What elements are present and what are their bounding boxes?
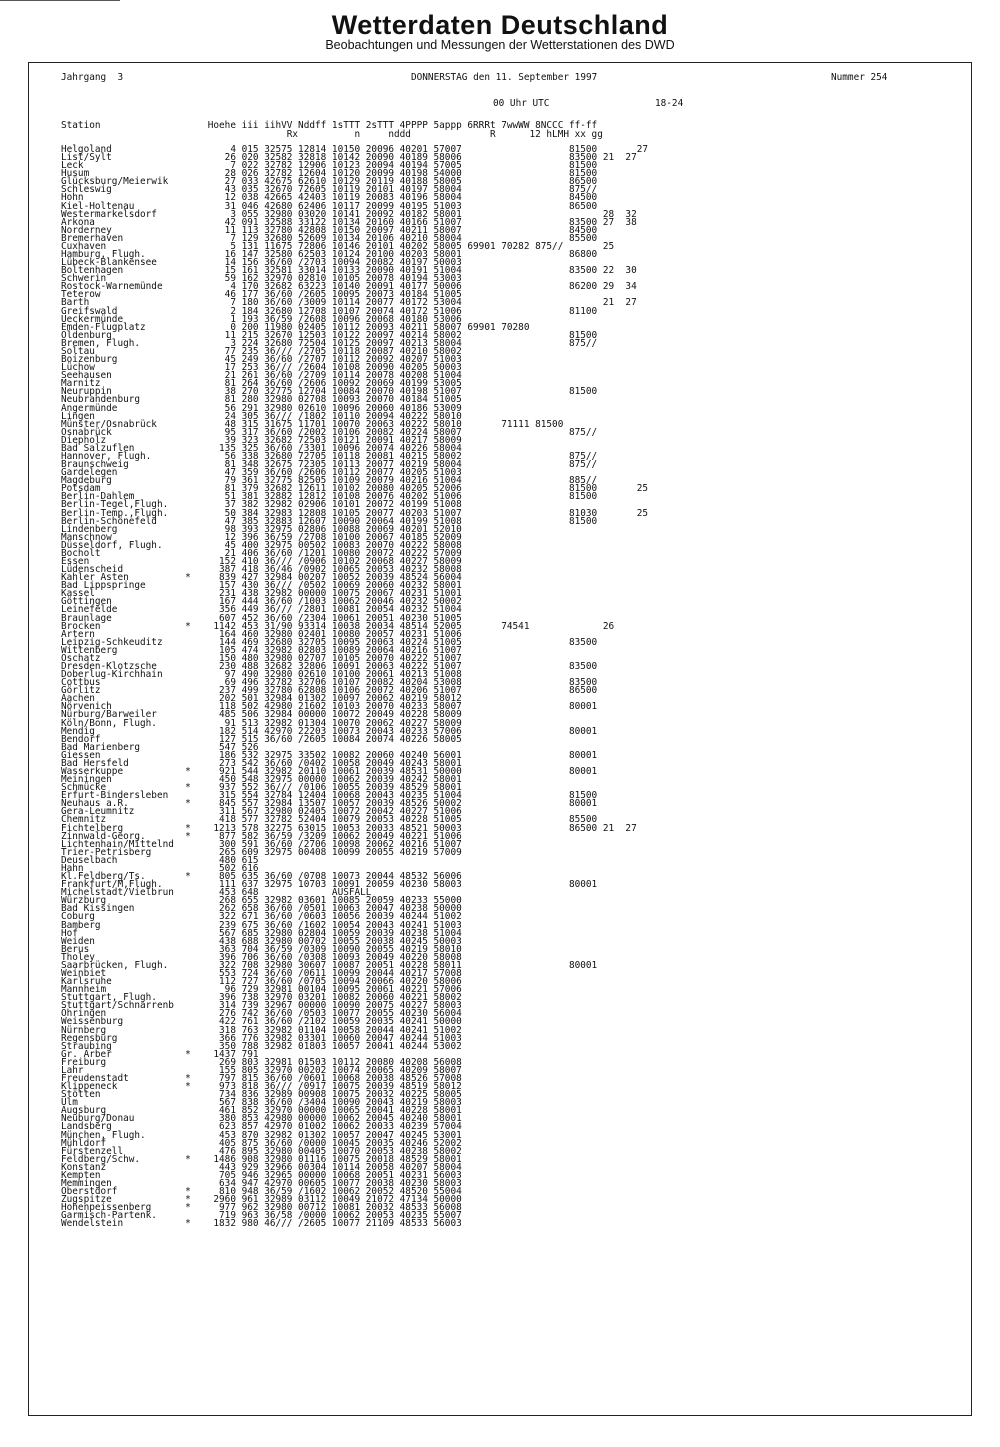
station-row: Neuruppin 38 270 32775 12704 10084 20070 40198 51007 81500	[61, 386, 598, 398]
station-row: Gardelegen 47 359 36/60 /2606 10112 20077 40205 51003	[61, 467, 462, 479]
station-row: Bad Marienberg 547 526	[61, 741, 259, 753]
station-row: Mendig 182 514 42970 22203 10073 20043 40233 57006 80001	[61, 725, 598, 737]
station-row: Boltenhagen 15 161 32581 33014 10133 20090 40191 51004 83500 22 30	[61, 265, 637, 277]
station-row: Karlsruhe 112 727 36/60 /0705 10094 20066 40220 58006	[61, 976, 462, 988]
station-row: Lübeck-Blankensee 14 156 36/60 /2703 10094 20082 40197 50003	[61, 257, 462, 269]
station-row: Regensburg 366 776 32982 03301 10060 20047 40244 51003	[61, 1032, 462, 1044]
station-row: Arkona 42 091 32588 33122 10134 20160 40166 51007 83500 27 38	[61, 216, 637, 228]
station-row: Cuxhaven 5 131 11675 72806 10146 20101 40202 58005 69901 70282 875// 25	[61, 240, 615, 252]
station-row: Manschnow 12 396 36/59 /2708 10100 20067 40185 52009	[61, 531, 462, 543]
station-row: Boizenburg 45 249 36/60 /2707 10112 20092 40207 51003	[61, 354, 462, 366]
station-row: Straubing 350 788 32982 01803 10057 20041 40244 53002	[61, 1040, 462, 1052]
station-row: Zugspitze * 2960 961 32989 03112 10049 21072 47134 50000	[61, 1194, 462, 1206]
period-range-label: 18-24	[655, 98, 684, 109]
station-row: Kempten 705 946 32965 00000 10068 20051 40231 56003	[61, 1169, 462, 1181]
station-row: Doberlug-Kirchhain 97 490 32980 02610 10100 20061 40213 51008	[61, 669, 462, 681]
station-row: Kiel-Holtenau 31 046 42680 62406 10117 20099 40195 51003 86500	[61, 200, 598, 212]
station-row: Wittenberg 105 474 32982 02803 10089 20064 40216 51007	[61, 644, 462, 656]
station-row: Lichtenhain/Mittelnd 300 591 36/60 /2706 10098 20062 40216 51007	[61, 838, 462, 850]
station-row: Düsseldorf, Flugh. 45 400 32975 00502 10083 20070 40222 58008	[61, 539, 462, 551]
station-row: Göttingen 167 444 36/60 /1003 10062 20046 40232 50002	[61, 596, 462, 608]
station-row: Hannover, Flugh. 56 338 32680 72705 10118 20081 40215 58002 875//	[61, 450, 598, 462]
station-row: Zinnwald-Georg. * 877 582 36/59 /3209 10062 20049 40221 51006	[61, 830, 462, 842]
station-row: Stuttgart, Flugh. 396 738 32970 03201 10082 20060 40221 58002	[61, 992, 462, 1004]
station-row: Teterow 46 177 36/60 /2605 10095 20073 40184 51005	[61, 289, 462, 301]
station-row: Neuburg/Donau 380 853 42980 00000 10062 20045 40240 58001	[61, 1113, 462, 1125]
station-row: Öhringen 276 742 36/60 /0503 10077 20055 40230 56004	[61, 1008, 462, 1020]
station-row: Lingen 24 305 36/// /1802 10110 20094 40222 58010	[61, 410, 462, 422]
station-row: Westermarkelsdorf 3 055 32980 03020 10141 20092 40182 58001 28 32	[61, 208, 637, 220]
station-row: Lahr 155 805 32970 00202 10074 20065 40209 58007	[61, 1064, 462, 1076]
station-row: Glücksburg/Meierwik 27 033 42675 62610 10129 20119 40188 58005 86500	[61, 176, 598, 188]
column-subheaders: Rx n nddd R 12 hLMH xx gg	[61, 129, 603, 140]
station-row: Erfurt-Bindersleben 315 554 32784 12404 10068 20043 40235 51004 81500	[61, 790, 598, 802]
station-row: Hamburg, Flugh. 16 147 32580 62503 10124 20100 40203 58001 86800	[61, 249, 598, 261]
station-row: Lindenberg 98 393 32975 02806 10088 20069 40201 52010	[61, 523, 462, 535]
station-row: Nürnberg 318 763 32982 01104 10058 20044 40241 51002	[61, 1024, 462, 1036]
station-row: Berlin-Schönefeld 47 385 32883 12607 10090 20064 40199 51008 81500	[61, 515, 598, 527]
station-row: Kahler Asten * 839 427 32984 00207 10052 20039 48524 56004	[61, 572, 462, 584]
station-row: Hohenpeissenberg * 977 962 32980 00712 10081 20032 48533 56008	[61, 1202, 462, 1214]
station-row: Coburg 322 671 36/60 /0603 10056 20039 40244 51002	[61, 911, 462, 923]
station-row: Trier-Petrisberg 265 609 32975 00408 10099 20055 40219 57009	[61, 846, 462, 858]
station-row: Kassel 231 438 32982 00000 10075 20067 40231 51001	[61, 588, 462, 600]
column-headers: Station Hoehe iii iihVV Nddff 1sTTT 2sTTT 4PPPP 5appp 6RRRt 7wwWW 8NCCC ff-ff	[61, 120, 598, 131]
station-row: Freudenstadt * 797 815 36/60 /0601 10068 20038 48526 57008	[61, 1072, 462, 1084]
station-row: Konstanz 443 929 32966 00304 10114 20058 40207 58004	[61, 1161, 462, 1173]
station-row: Weinbiet 553 724 36/60 /0611 10099 20044 40217 57008	[61, 967, 462, 979]
station-row: Garmisch-Partenk. 719 963 36/58 /0000 10062 20053 40235 55007	[61, 1210, 462, 1222]
station-row: Bamberg 239 675 36/60 /1602 10054 20043 40241 51003	[61, 919, 462, 931]
station-row: Ulm 567 838 36/60 /3404 10090 20043 40219 58003	[61, 1097, 462, 1109]
station-row: Meiningen 450 548 32975 00000 10062 20039 40242 58001	[61, 774, 462, 786]
station-row: Görlitz 237 499 32780 62808 10106 20072 40206 51007 86500	[61, 685, 598, 697]
station-row: Schleswig 43 035 32670 72605 10119 20101 40197 58004 875//	[61, 184, 598, 196]
station-row: Ueckermünde 1 193 36/59 /2608 10096 20068 40180 53006	[61, 313, 462, 325]
station-row: Hahn 502 616	[61, 862, 259, 874]
station-row: Michelstadt/Vielbrun 453 648 AUSFALL	[61, 887, 372, 899]
station-row: Leinefelde 356 449 36/// /2801 10081 20054 40232 51004	[61, 604, 462, 616]
station-row: Diepholz 39 323 32682 72503 10121 20091 40217 58009	[61, 434, 462, 446]
page-title: Wetterdaten Deutschland	[331, 10, 669, 40]
station-row: Augsburg 461 852 32970 00000 10065 20041 40228 58001	[61, 1105, 462, 1117]
station-row: Leipzig-Schkeuditz 144 469 32680 32705 10095 20063 40224 51005 83500	[61, 636, 598, 648]
station-row: Essen 152 410 36/// /0906 10102 20068 40227 58009	[61, 555, 462, 567]
station-row: Stötten 734 836 32989 00908 10075 20032 40225 58005	[61, 1089, 462, 1101]
jahrgang-label: Jahrgang 3	[61, 72, 124, 83]
station-row: Schmücke * 937 552 36/// /0106 10055 20039 48529 58001	[61, 782, 462, 794]
station-row: Brocken * 1142 453 31/90 93314 10038 20034 48514 52005 74541 26	[61, 620, 615, 632]
station-row: Neuhaus a.R. * 845 557 32984 13507 10057 20039 48526 50002 80001	[61, 798, 598, 810]
station-row: Berlin-Tegel,Flugh. 37 382 32982 02906 10101 20072 40199 51008	[61, 499, 462, 511]
station-row: Würzburg 268 655 32982 03601 10085 20059 40233 55000	[61, 895, 462, 907]
station-row: Artern 164 460 32980 02401 10080 20057 40231 51006	[61, 628, 462, 640]
station-row: Bad Kissingen 262 658 36/60 /0501 10063 20047 40238 50000	[61, 903, 462, 915]
station-row: München, Flugh. 453 870 32982 01302 10057 20047 40245 53001	[61, 1129, 462, 1141]
station-row: Fürstenzell 476 895 32980 00405 10070 20053 40238 58002	[61, 1145, 462, 1157]
station-row: Magdeburg 79 361 32775 82505 10109 20079 40216 51004 885//	[61, 475, 598, 487]
station-row: Oschatz 150 480 32980 02707 10105 20070 40222 51007	[61, 652, 462, 664]
page-subtitle: Beobachtungen und Messungen der Wetterstationen des DWD	[325, 38, 675, 52]
station-row: Berlin-Temp.,Flugh. 50 384 32983 12808 10105 20077 40203 51007 81030 25	[61, 507, 648, 519]
station-row: Norderney 11 113 32780 42808 10150 20097 40211 58007 84500	[61, 224, 598, 236]
station-row: Chemnitz 418 577 32782 52404 10079 20053 40228 51005 85500	[61, 814, 598, 826]
station-row: Fichtelberg * 1213 578 32275 63015 10053 20033 48521 50003 86500 21 27	[61, 822, 637, 834]
station-row: Angermünde 56 291 32980 02610 10096 20060 40186 53009	[61, 402, 462, 414]
station-row: Bad Lippspringe 157 430 36/// /0502 10069 20060 40232 58001	[61, 580, 462, 592]
station-row: Berus 363 704 36/59 /0309 10090 20055 40219 58010	[61, 943, 462, 955]
date-label: DONNERSTAG den 11. September 1997	[411, 72, 598, 83]
station-row: Lüdenscheid 387 418 36/46 /0902 10065 20053 40232 58008	[61, 564, 462, 576]
station-row: Braunschweig 81 348 32675 72305 10113 20077 40219 58004 875//	[61, 459, 598, 471]
station-row: Berlin-Dahlem 51 381 32882 12812 10108 20076 40202 51006 81500	[61, 491, 598, 503]
station-row: Bad Hersfeld 273 542 36/60 /0402 10058 20049 40243 58001	[61, 757, 462, 769]
station-row: Kl.Feldberg/Ts. * 805 635 36/60 /0708 10073 20044 48532 56006	[61, 871, 462, 883]
station-row: Greifswald 2 184 32680 12708 10107 20074 40172 51006 81100	[61, 305, 598, 317]
station-row: Stuttgart/Schnarrenb 314 739 32967 00000 10090 20075 40227 58003	[61, 1000, 462, 1012]
station-row: Hohn 12 038 42665 42403 10119 20083 40196 58004 84500	[61, 192, 598, 204]
station-row: Memmingen 634 947 42970 00605 10077 20038 40230 58003	[61, 1178, 462, 1189]
station-row: Bocholt 21 406 36/60 /1201 10080 20072 40222 57009	[61, 547, 462, 559]
station-row: Münster/Osnabrück 48 315 31675 11701 10070 20063 40222 58010 71111 81500	[61, 418, 564, 430]
station-row: Wendelstein * 1832 980 46/// /2605 10077 21109 48533 56003	[61, 1218, 462, 1230]
station-row: Lüchow 17 253 36/// /2604 10108 20090 40205 50003	[61, 362, 462, 374]
station-row: Feldberg/Schw. * 1486 908 32980 01116 10075 20018 48529 58001	[61, 1153, 462, 1165]
station-row: Aachen 202 501 32984 01302 10097 20062 40219 58012	[61, 693, 462, 705]
station-row: Giessen 186 532 32975 33502 10082 20060 40240 56001 80001	[61, 749, 598, 761]
station-row: Freiburg 269 803 32981 01503 10112 20080 40208 56008	[61, 1056, 462, 1068]
station-row: Gera-Leumnitz 311 567 32980 02405 10072 20042 40227 51006	[61, 806, 462, 818]
station-row: Marnitz 81 264 36/60 /2606 10092 20069 40199 53005	[61, 378, 462, 390]
station-row: Mannheim 96 729 32981 00104 10095 20061 40221 57006	[61, 984, 462, 996]
station-row: Barth 7 180 36/60 /3009 10114 20077 40172 53004 21 27	[61, 297, 637, 309]
station-row: Köln/Bonn, Flugh. 91 513 32982 01304 10070 20062 40227 58009	[61, 717, 462, 729]
station-row: Husum 28 026 32782 12604 10120 20099 40198 54000 81500	[61, 168, 598, 180]
station-row: Helgoland 4 015 32575 12814 10150 20096 40201 57007 81500 27	[61, 144, 648, 155]
station-row: Wasserkuppe * 921 544 32982 20110 10061 20039 48531 50000 80001	[61, 766, 598, 778]
station-row: Bremerhaven 7 129 32680 52609 10134 20106 40210 58004 85500	[61, 232, 598, 244]
observation-time-label: 00 Uhr UTC	[493, 98, 550, 109]
station-row: Deuselbach 480 615	[61, 854, 259, 866]
station-row: Hof 567 685 32980 02804 10059 20039 40238 51004	[61, 927, 462, 939]
station-row: Schwerin 59 162 32970 02810 10105 20078 40194 53003	[61, 273, 462, 285]
station-row: Saarbrücken, Flugh. 322 708 32980 30607 10087 20051 40228 58011 80001	[61, 959, 598, 971]
scan-artifact-line	[0, 0, 120, 1]
station-row: List/Sylt 26 020 32582 32818 10142 20090 40189 58006 83500 21 27	[61, 152, 637, 164]
station-row: Leck 7 022 32782 12906 10123 20094 40194 57005 81500	[61, 160, 598, 172]
station-row: Nörvenich 118 502 42980 21602 10103 20070 40233 58007 80001	[61, 701, 598, 713]
station-row: Frankfurt/M,Flugh. 111 637 32975 10703 10091 20059 40230 58003 80001	[61, 879, 598, 891]
station-row: Osnabrück 95 317 36/60 /2002 10106 20082 40224 58007 875//	[61, 426, 598, 438]
station-row: Bendorf 127 515 36/60 /2605 10084 20074 40226 58005	[61, 733, 462, 745]
station-row: Gr. Arber * 1437 791	[61, 1048, 259, 1060]
station-row: Seehausen 21 261 36/60 /2709 10114 20078 40208 51004	[61, 370, 462, 382]
station-row: Rostock-Warnemünde 4 170 32682 63223 10140 20091 40177 50006 86200 29 34	[61, 281, 637, 293]
station-row: Nürburg/Barweiler 485 506 32984 00000 10072 20049 40228 58009	[61, 709, 462, 721]
station-row: Klippeneck * 973 818 36/// /0917 10075 20039 48519 58012	[61, 1081, 462, 1093]
station-row: Weiden 438 688 32980 00702 10055 20038 40245 50003	[61, 935, 462, 947]
station-row: Bremen, Flugh. 3 224 32680 72504 10125 20097 40213 58004 875//	[61, 337, 598, 349]
station-row: Landsberg 623 857 42970 01002 10062 20033 40239 57004	[61, 1121, 462, 1133]
station-row: Braunlage 607 452 36/60 /2304 10061 20051 40230 51005	[61, 612, 462, 624]
station-row: Emden-Flugplatz 0 200 11980 02405 10112 20093 40211 58007 69901 70280	[61, 321, 530, 333]
station-row: Cottbus 69 496 32782 32706 10107 20082 40204 53008 83500	[61, 677, 598, 689]
station-row: Mühldorf 405 875 36/60 /0000 10045 20035 40246 52002	[61, 1137, 462, 1149]
station-table	[61, 146, 648, 1228]
issue-number: Nummer 254	[831, 72, 888, 83]
station-row: Neubrandenburg 81 280 32980 02708 10093 20070 40184 51005	[61, 394, 462, 406]
station-row: Dresden-Klotzsche 230 488 32682 32806 10091 20063 40222 51007 83500	[61, 661, 598, 672]
station-row: Oberstdorf * 810 948 36/59 /1602 10062 20052 48520 55004	[61, 1186, 462, 1198]
station-row: Weissenburg 422 761 36/60 /2102 10059 20035 40241 50000	[61, 1016, 462, 1028]
station-row: Bad Salzuflen 135 325 36/60 /3301 10096 20074 40226 58004	[61, 442, 462, 454]
station-row: Tholey 396 706 36/60 /0308 10093 20049 40220 58008	[61, 951, 462, 963]
station-row: Oldenburg 11 215 32670 12503 10122 20097 40214 58002 81500	[61, 329, 598, 341]
station-row: Soltau 77 235 36/// /2705 10118 20087 40210 58002	[61, 345, 462, 357]
station-row: Potsdam 81 379 32682 12611 10102 20080 40205 52006 81500 25	[61, 483, 648, 495]
